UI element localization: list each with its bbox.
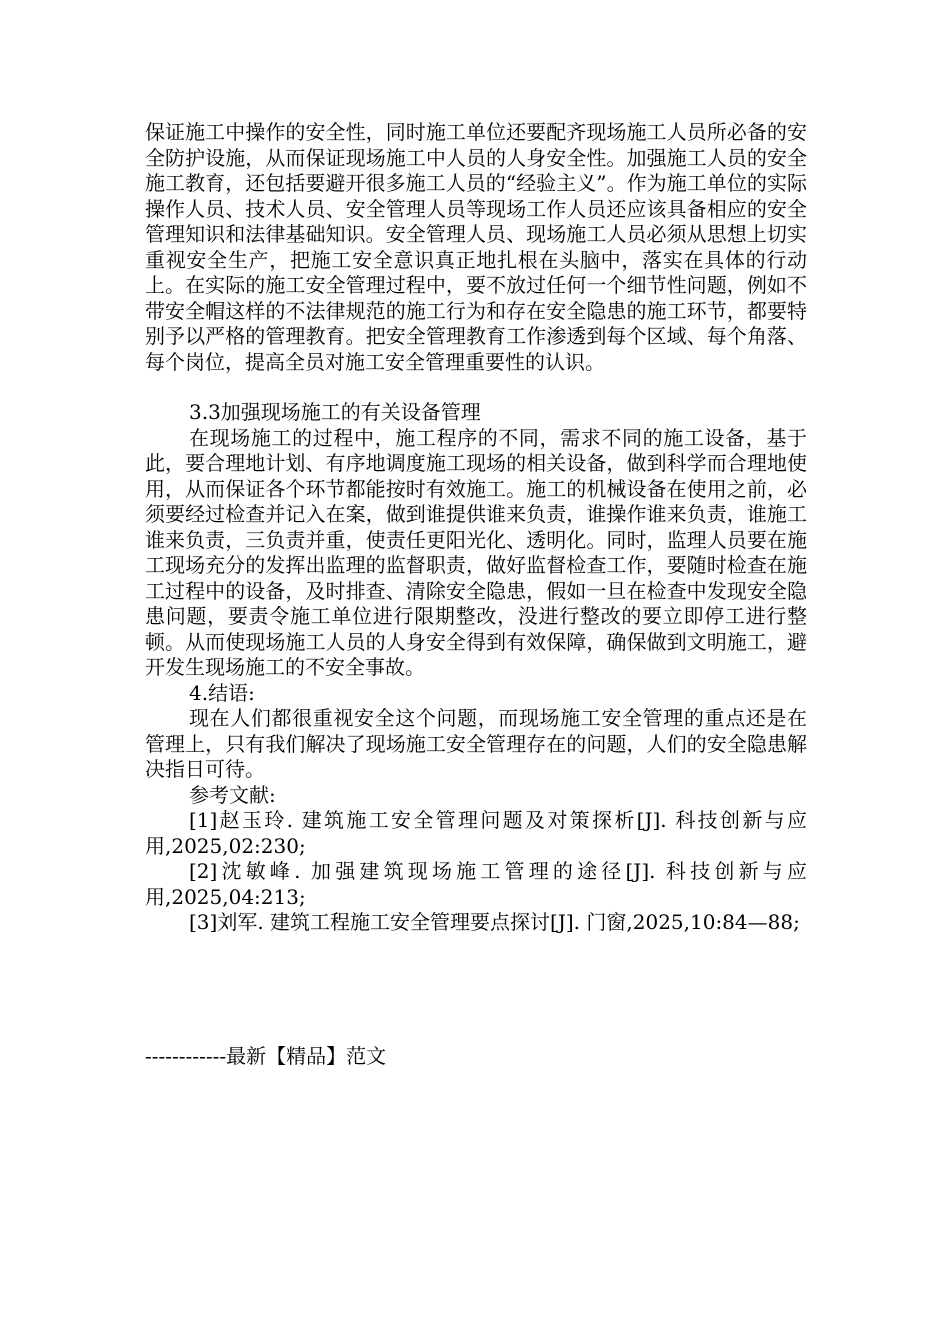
reference-item-2: [2]沈敏峰. 加强建筑现场施工管理的途径[J]. 科技创新与应用,2025,04:213; [145, 859, 807, 909]
reference-item-3: [3]刘军. 建筑工程施工安全管理要点探讨[J]. 门窗,2025,10:84—88; [189, 910, 800, 934]
reference-item-1: [1]赵玉玲. 建筑施工安全管理问题及对策探析[J]. 科技创新与应用,2025,02:230; [145, 808, 807, 858]
paragraph-equipment-management: 在现场施工的过程中，施工程序的不同，需求不同的施工设备，基于此，要合理地计划、有序地调度施工现场的相关设备，做到科学而合理地使用，从而保证各个环节都能按时有效施工。施工的机械设备在使用之前，必须要经过检查并记入在案，做到谁提供谁来负责，谁操作谁来负责，谁施工谁来负责，三负责并重，使责任更阳光化、透明化。同时，监理人员要在施工现场充分的发挥出监理的监督职责，做好监督检查工作，要随时检查在施工过程中的设备，及时排查、清除安全隐患，假如一旦在检查中发现安全隐患问题，要责令施工单位进行限期整改，没进行整改的要立即停工进行整顿。从而使现场施工人员的人身安全得到有效保障，确保做到文明施工，避开发生现场施工的不安全事故。 [145, 425, 807, 679]
paragraph-safety-education: 保证施工中操作的安全性，同时施工单位还要配齐现场施工人员所必备的安全防护设施，从而保证现场施工中人员的人身安全性。加强施工人员的安全施工教育，还包括要避开很多施工人员的“经验主义”。作为施工单位的实际操作人员、技术人员、安全管理人员等现场工作人员还应该具备相应的安全管理知识和法律基础知识。安全管理人员、现场施工人员必须从思想上切实重视安全生产，把施工安全意识真正地扎根在头脑中，落实在具体的行动上。在实际的施工安全管理过程中，要不放过任何一个细节性问题，例如不带安全帽这样的不法律规范的施工行为和存在安全隐患的施工环节，都要特别予以严格的管理教育。把安全管理教育工作渗透到每个区域、每个角落、每个岗位，提高全员对施工安全管理重要性的认识。 [145, 120, 807, 374]
paragraph-conclusion: 现在人们都很重视安全这个问题，而现场施工安全管理的重点还是在管理上，只有我们解决了现场施工安全管理存在的问题，人们的安全隐患解决指日可待。 [145, 706, 807, 781]
section-heading-4: 4.结语: [189, 680, 255, 705]
document-body [145, 120, 807, 936]
references-heading: 参考文献: [189, 782, 276, 807]
section-heading-3-3: 3.3加强现场施工的有关设备管理 [189, 400, 481, 424]
page-footer: ------------最新【精品】范文 [145, 1044, 387, 1068]
